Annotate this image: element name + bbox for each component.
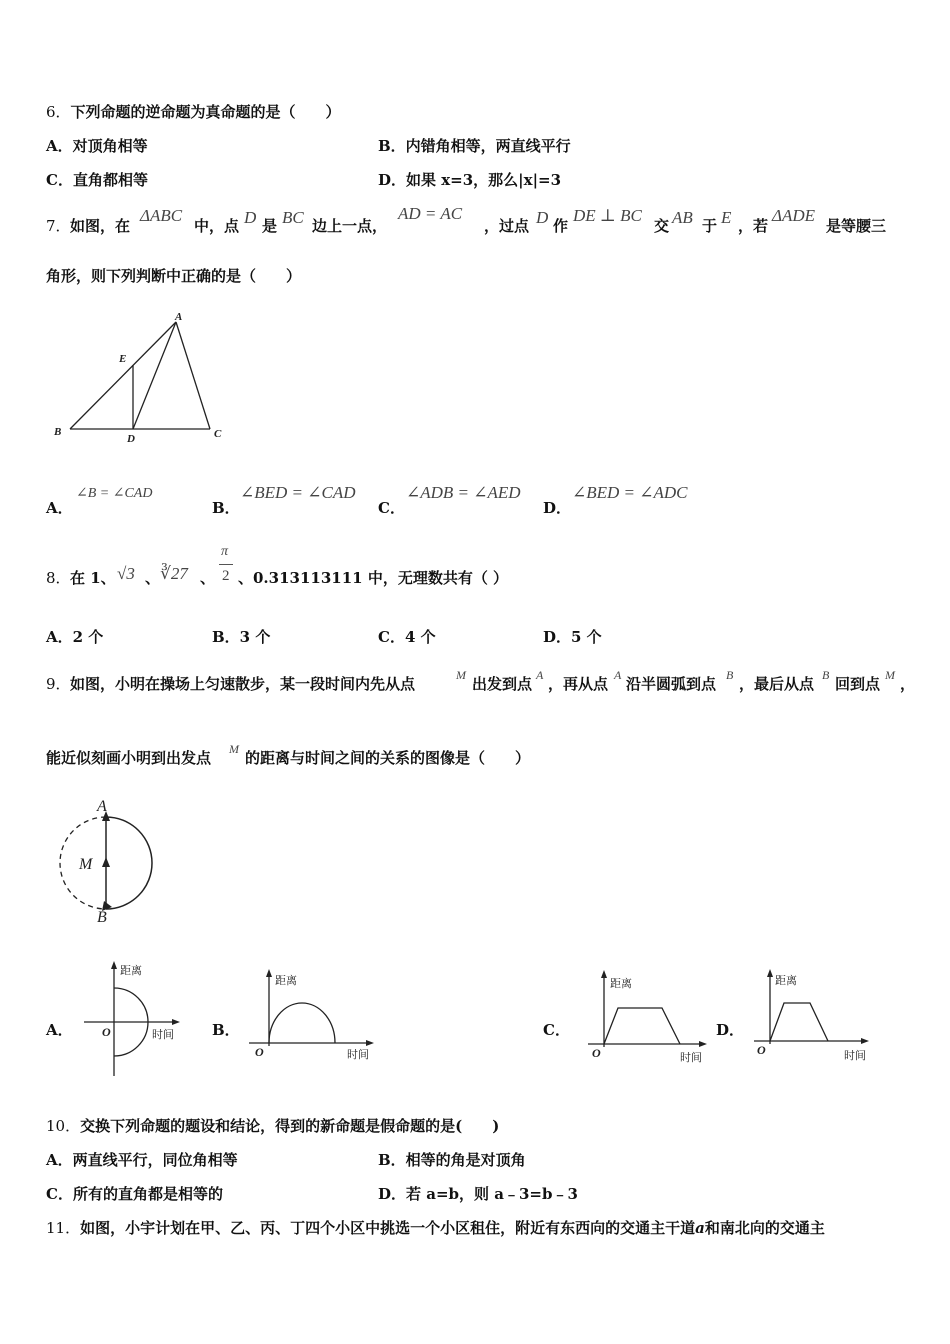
q9-text-4: 沿半圆弧到点 xyxy=(626,675,717,693)
q9-math-b2: B xyxy=(822,668,830,682)
q11-number: 11． xyxy=(46,1219,81,1237)
q9-math-a1: A xyxy=(536,668,544,682)
q7-option-b-label: B． xyxy=(212,499,240,517)
q9-option-c: C． xyxy=(543,1021,570,1039)
q8-sep-2: 、 xyxy=(200,569,216,587)
q7-fig-label-c: C xyxy=(214,428,222,440)
q8-math-pi-num: π xyxy=(221,544,229,559)
q9-text-2: 出发到点 xyxy=(472,675,533,693)
q9-text-7: ， xyxy=(900,675,916,693)
q9-text-3: ，再从点 xyxy=(548,675,609,693)
q9-math-b1: B xyxy=(726,668,734,682)
q11-stem: 11．如图，小宇计划在甲、乙、丙、丁四个小区中挑选一个小区租住，附近有东西向的交通主干道a和南北向的交通主 xyxy=(46,1219,825,1237)
q10-option-c: C．所有的直角都是相等的 xyxy=(46,1185,223,1203)
q11-math-a: a xyxy=(695,1219,705,1237)
q9-fig-label-b: B xyxy=(97,909,107,925)
q9-graph-a-xlabel: 时间 xyxy=(152,1028,174,1041)
q9-math-m2: M xyxy=(885,668,895,682)
q9-number: 9． xyxy=(46,675,71,693)
q9-graph-d-origin: O xyxy=(757,1043,766,1057)
q9-graph-d-ylabel: 距离 xyxy=(775,974,797,987)
q8-number: 8． xyxy=(46,569,71,587)
q7-text-6: 作 xyxy=(553,217,569,235)
q9-graph-a xyxy=(80,958,185,1080)
q7-option-b-math: ∠BED = ∠CAD xyxy=(240,483,356,502)
q9-graph-b xyxy=(245,966,380,1066)
q7-option-a-label: A． xyxy=(46,499,73,517)
q7-number: 7． xyxy=(46,217,71,235)
q9-line2-a: 能近似刻画小明到出发点 xyxy=(46,749,212,767)
q9-text-5: ，最后从点 xyxy=(739,675,815,693)
q9-line2-b: 的距离与时间之间的关系的图像是（ ） xyxy=(245,749,531,767)
q8-fraction-bar xyxy=(219,564,233,565)
q9-graph-c-xlabel: 时间 xyxy=(680,1051,702,1064)
q7-math-abc: ΔABC xyxy=(140,206,183,225)
q9-math-m1: M xyxy=(456,668,466,682)
q7-fig-label-b: B xyxy=(54,426,62,438)
q7-triangle-figure xyxy=(40,305,240,450)
q8-text-1: 在 1、 xyxy=(70,569,116,587)
q10-option-b: B．相等的角是对顶角 xyxy=(378,1151,526,1169)
q7-math-ab: AB xyxy=(672,208,693,227)
q7-option-d-label: D． xyxy=(543,499,572,517)
q8-option-c: C．4 个 xyxy=(378,628,436,646)
q7-text-7: 交 xyxy=(654,217,670,235)
q10-number: 10． xyxy=(46,1117,81,1135)
q6-option-c: C．直角都相等 xyxy=(46,171,148,189)
q7-text-10: 是等腰三 xyxy=(826,217,887,235)
q9-graph-c-origin: O xyxy=(592,1046,601,1060)
q8-math-pi-den: 2 xyxy=(222,568,230,584)
q6-option-b: B．内错角相等，两直线平行 xyxy=(378,137,571,155)
q9-fig-label-a: A xyxy=(97,798,107,815)
q7-math-e: E xyxy=(721,208,732,227)
q7-fig-label-e: E xyxy=(119,353,127,365)
q7-math-d2: D xyxy=(536,208,549,227)
q9-math-a2: A xyxy=(614,668,622,682)
q7-option-c-math: ∠ADB = ∠AED xyxy=(406,483,521,502)
q7-text-2: 中，点 xyxy=(194,217,240,235)
q6-option-d: D．如果 x=3，那么|x|=3 xyxy=(378,171,562,189)
q7-text-3: 是 xyxy=(262,217,278,235)
q7-math-ade: ΔADE xyxy=(772,206,816,225)
q9-fig-label-m: M xyxy=(79,856,93,873)
q8-option-b: B．3 个 xyxy=(212,628,271,646)
q9-text-6: 回到点 xyxy=(835,675,881,693)
q8-text-2: 、0.313113111 中，无理数共有（ ） xyxy=(238,569,509,587)
q7-math-d1: D xyxy=(244,208,257,227)
q9-option-a: A． xyxy=(46,1021,73,1039)
q9-option-d: D． xyxy=(716,1021,745,1039)
q9-graph-a-ylabel: 距离 xyxy=(120,964,142,977)
q9-graph-d xyxy=(750,966,875,1066)
q7-text-5: ，过点 xyxy=(484,217,530,235)
q8-math-cbrt27: ∛27 xyxy=(160,564,188,583)
q7-fig-label-a: A xyxy=(175,311,183,323)
q7-option-d-math: ∠BED = ∠ADC xyxy=(572,483,688,502)
q7-text-9: ，若 xyxy=(738,217,769,235)
q9-math-m3: M xyxy=(229,742,239,756)
q9-graph-c xyxy=(584,967,714,1067)
q8-sep-1: 、 xyxy=(145,569,161,587)
q9-text-1: 如图，小明在操场上匀速散步，某一段时间内先从点 xyxy=(70,675,416,693)
q10-stem: 10．交换下列命题的题设和结论，得到的新命题是假命题的是( ) xyxy=(46,1117,500,1135)
q10-option-a: A．两直线平行，同位角相等 xyxy=(46,1151,238,1169)
q9-graph-a-origin: O xyxy=(102,1025,111,1039)
q7-text-4: 边上一点， xyxy=(312,217,388,235)
q8-math-sqrt3: √3 xyxy=(117,564,135,583)
q7-math-bc1: BC xyxy=(282,208,304,227)
q9-graph-b-ylabel: 距离 xyxy=(275,974,297,987)
q8-option-a: A．2 个 xyxy=(46,628,104,646)
q7-option-a-math: ∠B = ∠CAD xyxy=(76,486,153,501)
q7-math-ad-ac: AD = AC xyxy=(398,204,463,223)
q7-option-c-label: C． xyxy=(378,499,405,517)
q9-path-figure xyxy=(50,795,165,925)
q8-option-d: D．5 个 xyxy=(543,628,602,646)
q6-number: 6． xyxy=(46,103,71,121)
q7-stem-line2: 角形，则下列判断中正确的是（ ） xyxy=(46,267,302,285)
q6-stem: 6．下列命题的逆命题为真命题的是（ ） xyxy=(46,103,341,121)
q7-text-1: 如图，在 xyxy=(70,217,131,235)
q9-option-b: B． xyxy=(212,1021,240,1039)
q9-graph-d-xlabel: 时间 xyxy=(844,1049,866,1062)
q9-graph-c-ylabel: 距离 xyxy=(610,977,632,990)
q7-math-de-bc: DE ⊥ BC xyxy=(573,206,642,225)
q6-option-a: A．对顶角相等 xyxy=(46,137,148,155)
q7-text-8: 于 xyxy=(702,217,718,235)
q9-graph-b-origin: O xyxy=(255,1045,264,1059)
q9-graph-b-xlabel: 时间 xyxy=(347,1048,369,1061)
q10-option-d: D．若 a=b，则 a﹣3=b﹣3 xyxy=(378,1185,578,1203)
q7-fig-label-d: D xyxy=(127,433,135,445)
